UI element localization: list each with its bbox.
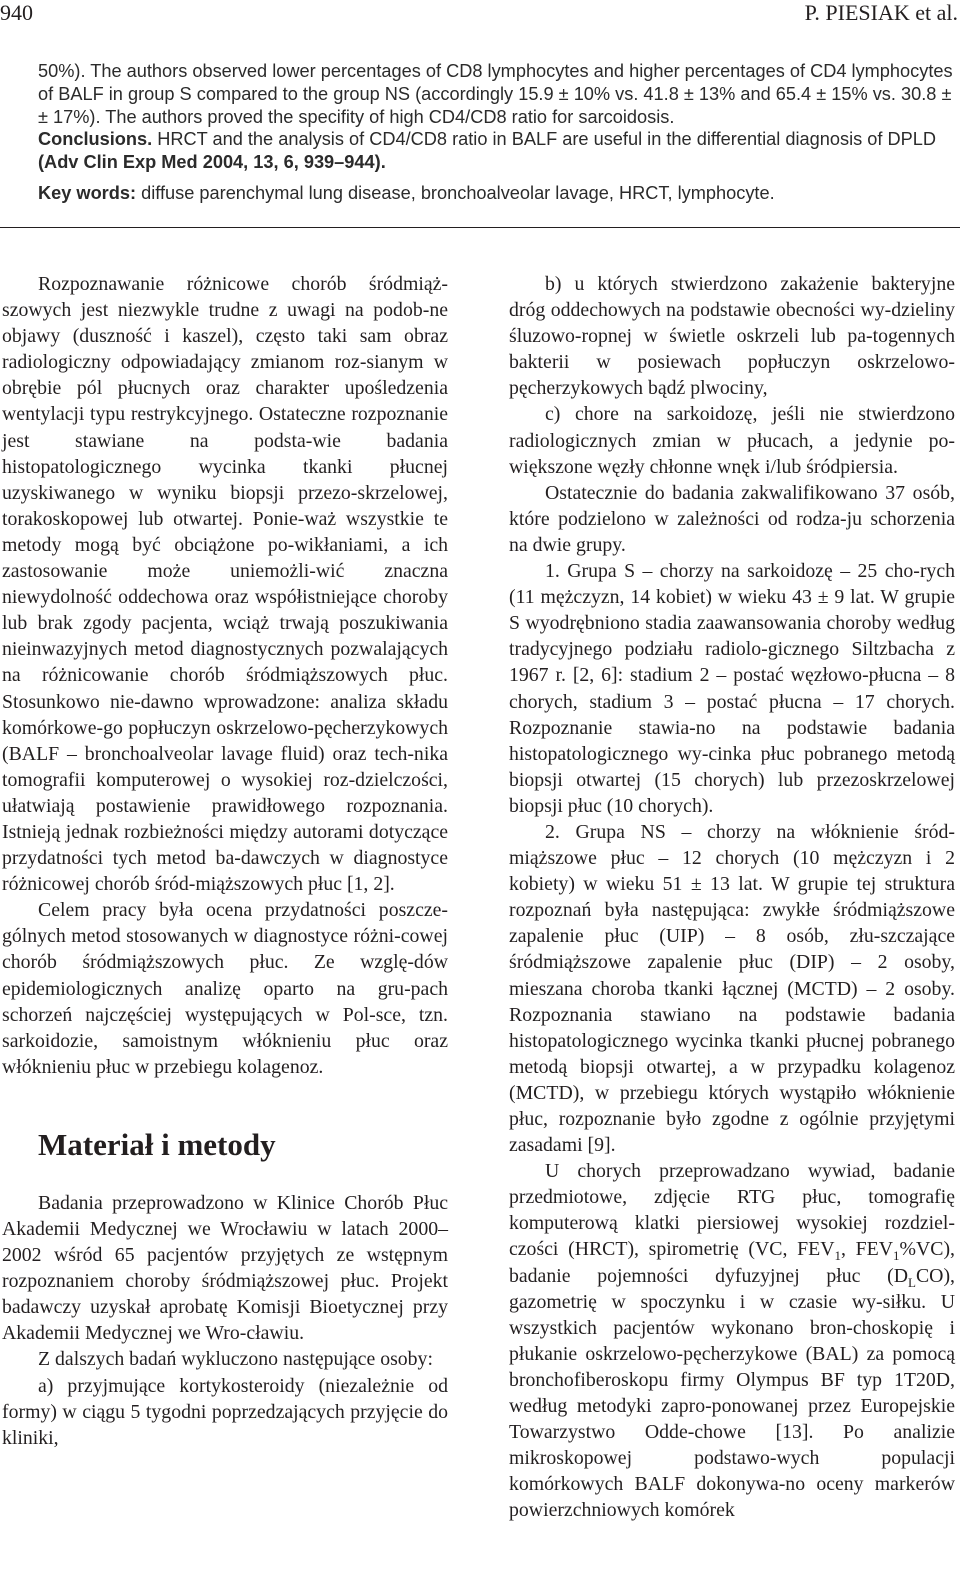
left-column [2,271,448,1451]
qualification-paragraph: Ostatecznie do badania zakwalifikowano 37 osób, które podzielono w zależności od rodza-ju schorzenia na dwie grupy. [509,481,955,556]
abstract [38,60,956,205]
conclusions-label: Conclusions. [38,129,153,150]
section-divider [0,227,960,228]
exclusion-item-a: a) przyjmujące kortykosteroidy (niezależnie od formy) w ciągu 5 tygodni poprzedzających przyjęcie do kliniki, [2,1374,448,1449]
keywords-text: diffuse parenchymal lung disease, bronchoalveolar lavage, HRCT, lymphocyte. [136,182,775,203]
right-column [509,271,955,1524]
running-authors: P. PIESIAK et al. [804,0,958,25]
procedures-text-b: , FEV [841,1238,893,1261]
abstract-results [38,60,956,128]
page-number: 940 [0,0,33,25]
procedures-paragraph [509,1158,955,1523]
procedures-text-c: %VC), badanie pojemności dyfuzyjnej płuc (D [509,1238,955,1287]
procedures-text-d: CO), gazometrię w spoczynku i w czasie wy-siłku. U wszystkich pacjentów wykonano bron-choskopię i płukanie oskrzelowo-pęcherzykowe (BAL) za pomocą bronchofiberoskopu firmy Olympus BF typ 1T20D, według metodyki zapro-ponowanej przez Europejskie Towarzystwo Odde-chowe [13]. Po analizie mikroskopowej podstawo-wych populacji komórkowych BALF dokonywa-no oceny markerów powierzchniowych komórek [509,1264,955,1522]
conclusions-text: HRCT and the analysis of CD4/CD8 ratio in BALF are useful in the differential diagnosis of DPLD [152,129,936,150]
abstract-conclusions [38,128,956,174]
subscript-1: 1 [834,1248,841,1264]
exclusion-item-b: b) u których stwierdzono zakażenie bakteryjne dróg oddechowych na podstawie obecności wy-dzieliny śluzowo-ropnej w świetle oskrzeli lub pa-togennych bakterii w posiewach popłuczyn oskrzelowo-pęcherzykowych bądź plwociny, [509,273,955,400]
exclusion-item-c: c) chore na sarkoidozę, jeśli nie stwierdzono radiologicznych zmian w płucach, a jedynie po-większone węzły chłonne wnęk i/lub śródpiersia. [509,403,955,478]
citation: (Adv Clin Exp Med 2004, 13, 6, 939–944). [38,152,386,173]
intro-paragraph-2: Celem pracy była ocena przydatności poszcze-gólnych metod stosowanych w diagnostyce różni-cowej chorób śródmiąższowych płuc. Ze wzglę-dów epidemiologicznych analizę oparto na gru-pach schorzeń najczęściej występujących w Pol-sce, tzn. sarkoidozie, samoistnym włóknieniu płuc oraz włóknieniu płuc w przebiegu kolagenoz. [2,899,448,1078]
methods-paragraph-2: Z dalszych badań wykluczono następujące osoby: [38,1348,433,1371]
intro-paragraph-1: Rozpoznawanie różnicowe chorób śródmiąż-szowych jest niezwykle trudne z uwagi na podob-ne objawy (duszność i kaszel), często taki sam obraz radiologiczny odpowiadający zmianom roz-sianym w obrębie pól płucnych oraz charakter upośledzenia wentylacji typu restrykcyjnego. Ostateczne rozpoznanie jest stawiane na podsta-wie badania histopatologicznego wycinka tkanki płucnej uzyskiwanego w wyniku biopsji przezo-skrzelowej, torakoskopowej lub otwartej. Ponie-waż wszystkie te metody mogą być obciążone po-wikłaniami, a ich zastosowanie może uniemożli-wić znaczna niewydolność oddechowa oraz współistniejące choroby lub brak zgody pacjenta, wciąż trwają poszukiwania nieinwazyjnych metod diagnostycznych pozwalających na różnicowanie chorób śródmiąższowych płuc. Stosunkowo nie-dawno wprowadzone: analiza składu komórkowe-go popłuczyn oskrzelowo-pęcherzykowych (BALF – bronchoalveolar lavage fluid) oraz tech-nika tomografii komputerowej o wysokiej roz-dzielczości, ułatwiają postawienie prawidłowego rozpoznania. Istnieją jednak rozbieżności między autorami dotyczące przydatności tych metod ba-dawczych w diagnostyce różnicowej chorób śród-miąższowych płuc [1, 2]. [2,273,448,896]
group-s-paragraph: 1. Grupa S – chorzy na sarkoidozę – 25 cho-rych (11 mężczyzn, 14 kobiet) w wieku 43 ± 9 lat. W grupie S wyodrębniono stadia zaawansowania choroby według tradycyjnego podziału radiolo-gicznego Siltzbacha z 1967 r. [2, 6]: stadium 2 – postać węzłowo-płucna – 8 chorych, stadium 3 – postać płucna – 17 chorych. Rozpoznanie stawia-no na podstawie badania histopatologicznego wy-cinka płuc pobranego metodą biopsji otwartej (15 chorych) lub przezoskrzelowej biopsji płuc (10 chorych). [509,560,955,817]
procedures-text-a: U chorych przeprowadzano wywiad, badanie przedmiotowe, zdjęcie RTG płuc, tomografię komputerową klatki piersiowej wysokiej rozdziel-czości (HRCT), spirometrię (VC, FEV [509,1160,955,1261]
group-ns-paragraph: 2. Grupa NS – chorzy na włóknienie śród-miąższowe płuc – 12 chorych (10 mężczyzn i 2 kobiety) w wieku 51 ± 13 lat. W grupie tej struktura rozpoznań była następująca: zwykłe śródmiąższowe zapalenie płuc (UIP) – 8 osób, złu-szczające śródmiąższowe zapalenie płuc (DIP) – 2 osoby, mieszana choroba tkanki łącznej (MCTD) – 2 osoby. Rozpoznania stawiano na podstawie badania histopatologicznego wycinka tkanki płucnej pobranego metodą biopsji otwartej, a w przypadku kolagenoz (MCTD), w przebiegu których wystąpiło włóknienie płuc, rozpoznanie było zgodne z ogólnie przyjętymi zasadami [9]. [509,820,955,1157]
section-heading-methods: Materiał i metody [38,1126,276,1162]
subscript-2: 1 [893,1248,900,1264]
abstract-results-text: 50%). The authors observed lower percentages of CD8 lymphocytes and higher percentages of CD4 lymphocytes of BALF in group S compared to the group NS (accordingly 15.9 ± 10% vs. 41.8 ± 13% and 65.4 ± 15% vs. 30.8 ± ± 17%). The authors proved the specifity of high CD4/CD8 ratio for sarcoidosis. [38,61,953,127]
keywords-label: Key words: [38,182,137,203]
abstract-keywords [38,182,956,205]
methods-paragraph-1: Badania przeprowadzono w Klinice Chorób Płuc Akademii Medycznej we Wrocławiu w latach 2000–2002 wśród 65 pacjentów przyjętych ze wstępnym rozpoznaniem choroby śródmiąższowej płuc. Projekt badawczy uzyskał aprobatę Komisji Bioetycznej przy Akademii Medycznej we Wro-cławiu. [2,1191,448,1345]
subscript-3: L [908,1274,916,1290]
running-header [0,0,960,28]
